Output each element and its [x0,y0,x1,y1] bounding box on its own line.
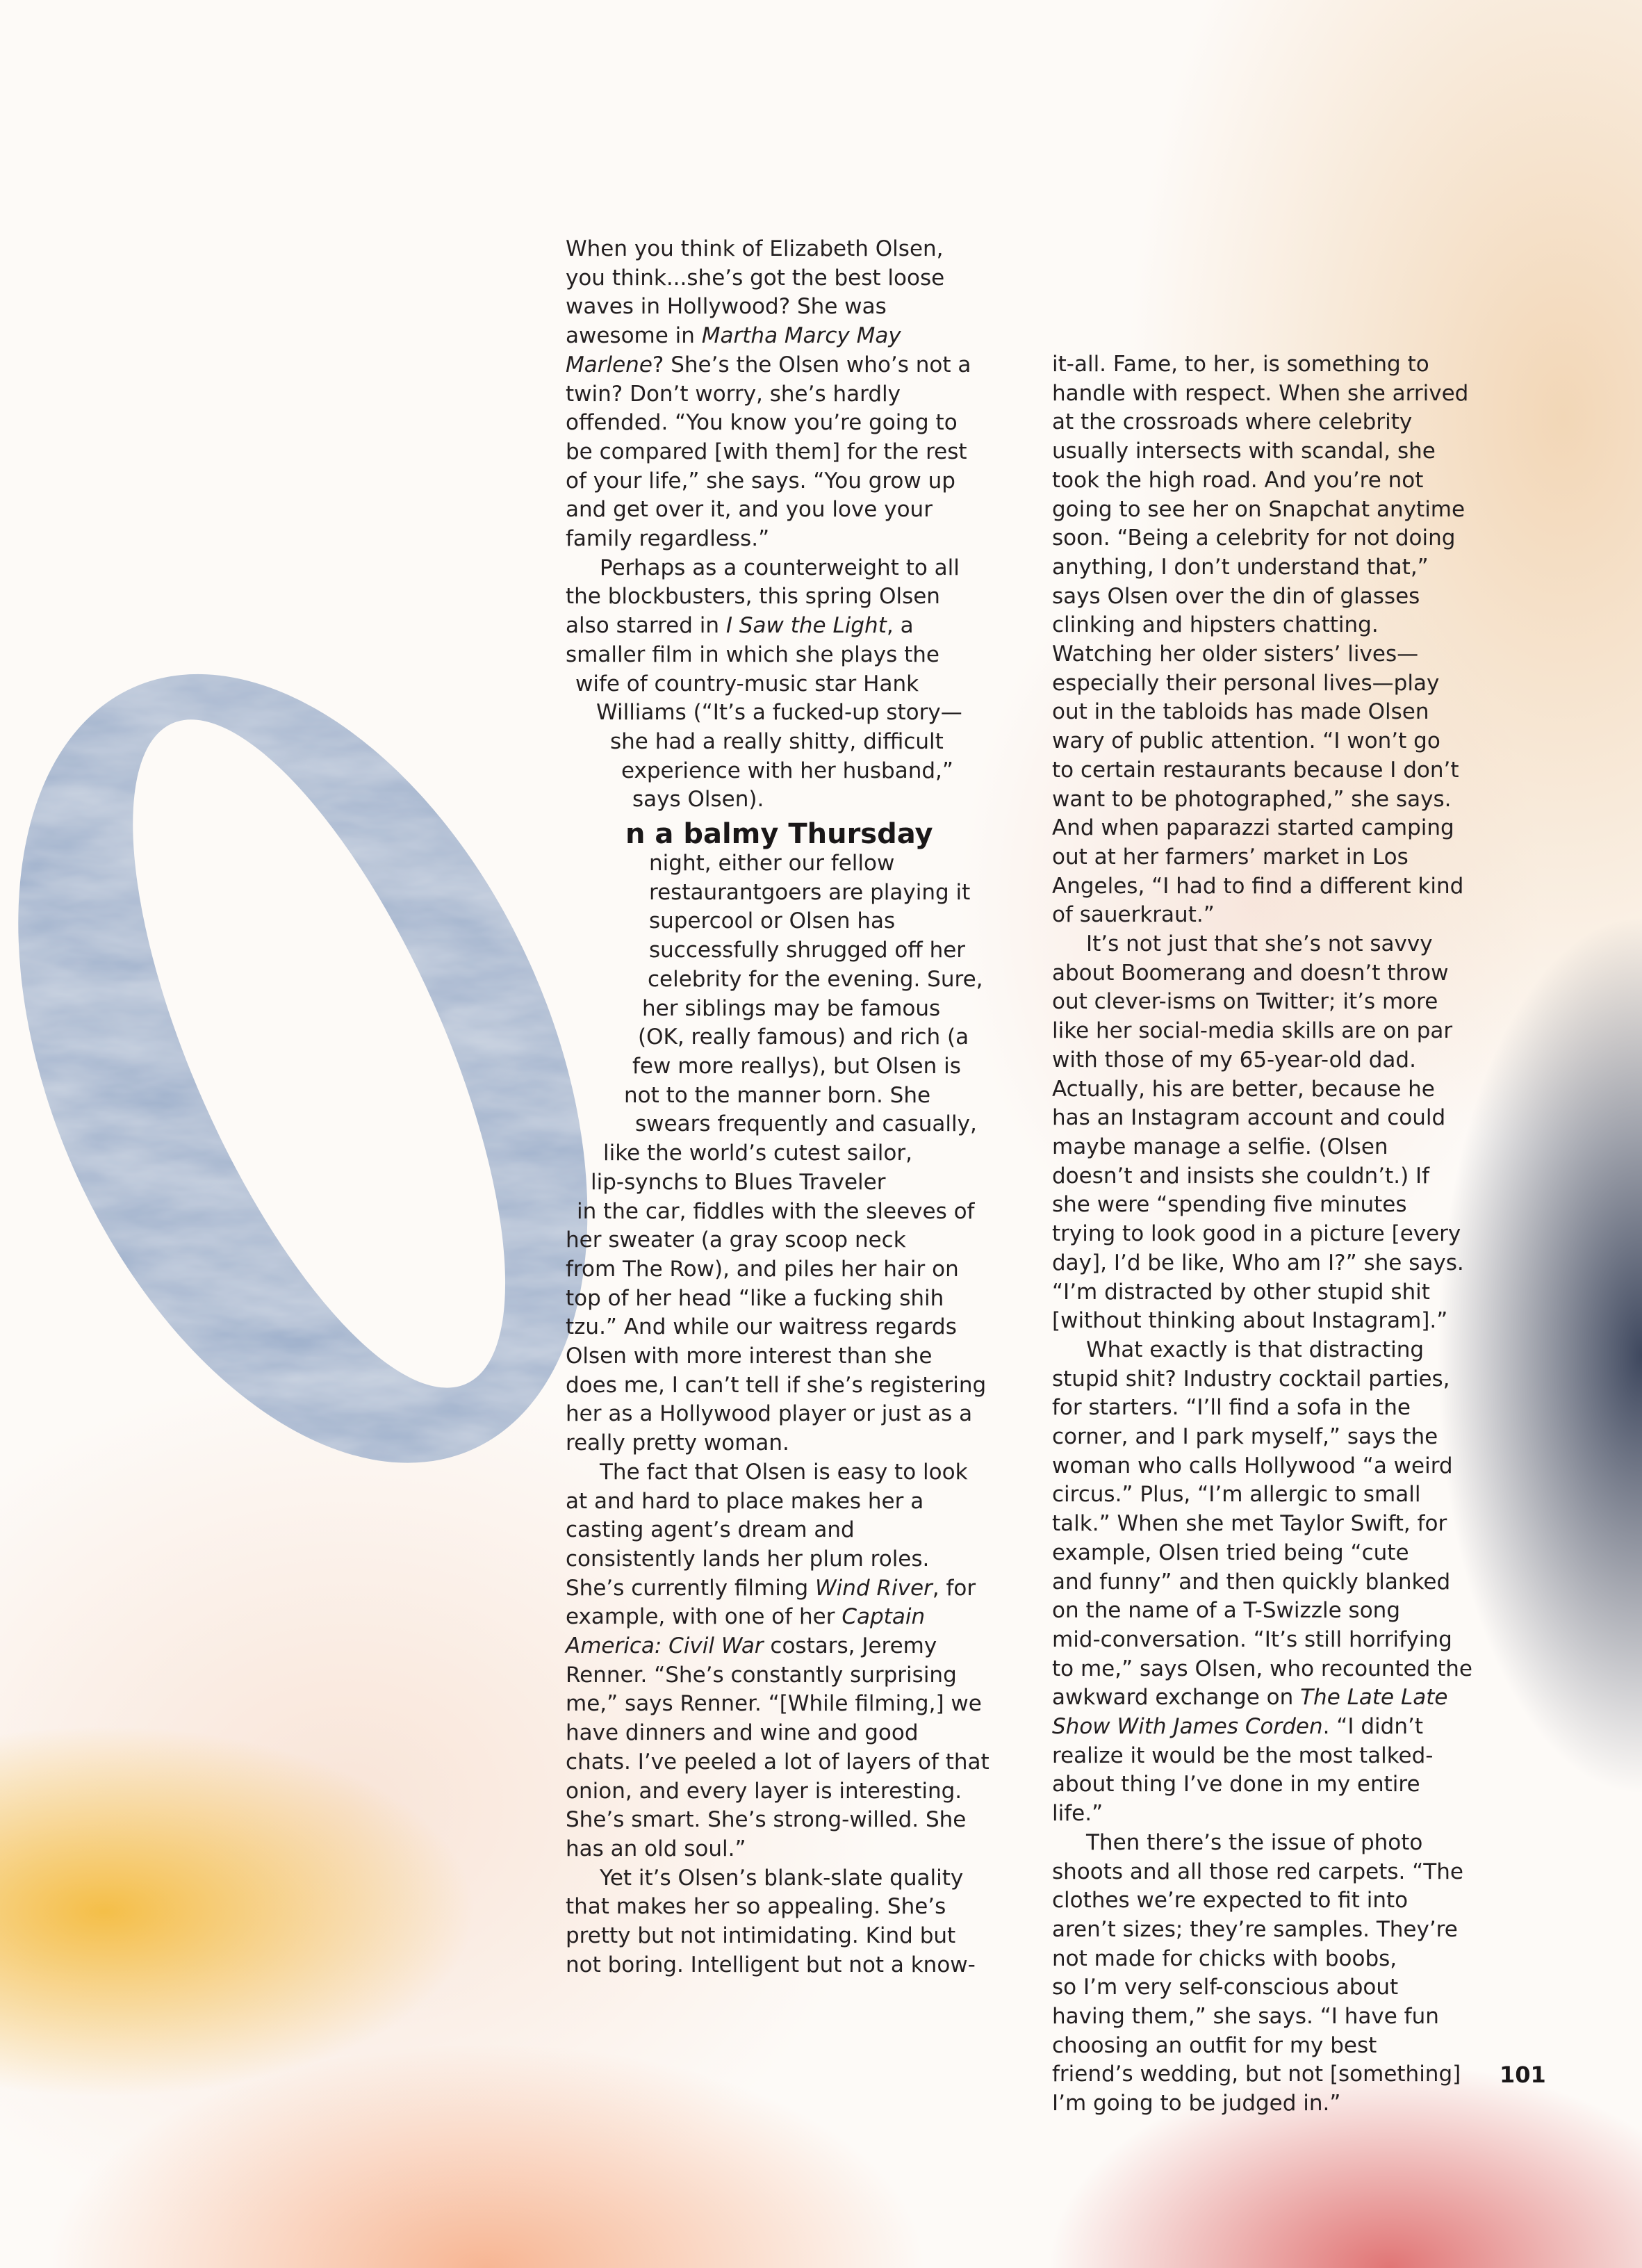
text-line: consistently lands her plum roles. [566,1546,930,1572]
text-line: for starters. “I’ll find a sofa in the [1052,1395,1411,1421]
text-line: it-all. Fame, to her, is something to [1052,352,1429,377]
text-line: her as a Hollywood player or just as a [566,1401,973,1427]
text-line: Then there’s the issue of photo [1086,1829,1423,1855]
text-line: Williams (“It’s a fucked-up story— [596,700,962,726]
text-line: soon. “Being a celebrity for not doing [1052,525,1456,551]
text-line: not to the manner born. She [624,1082,931,1108]
text-line: also starred in [566,613,726,639]
text-line: choosing an outfit for my best [1052,2032,1377,2058]
text-line: talk.” When she met Taylor Swift, for [1052,1511,1447,1537]
text-line: casting agent’s dream and [566,1517,855,1543]
text-line: with those of my 65-year-old dad. [1052,1047,1416,1072]
text-line: example, Olsen tried being “cute [1052,1540,1409,1565]
text-line: awkward exchange on [1052,1685,1301,1711]
text-line: going to see her on Snapchat anytime [1052,496,1466,522]
text-line: pretty but not intimidating. Kind but [566,1923,956,1949]
film-title: Captain [841,1604,926,1630]
text-line: really pretty woman. [566,1430,789,1456]
text-line: Yet it’s Olsen’s blank-slate quality [600,1865,964,1891]
film-title: Martha Marcy May [701,323,901,349]
text-line: her siblings may be famous [642,995,941,1021]
body-paragraph [566,1458,990,1864]
text-line: about thing I’ve done in my entire life.” [1052,1772,1420,1827]
show-title: The Late Late [1300,1685,1448,1711]
text-line: wary of public attention. “I won’t go [1052,728,1440,754]
drop-cap-o [0,591,653,1508]
text-line: When you think of Elizabeth Olsen, [566,236,944,261]
text-line: The fact that Olsen is easy to look [600,1459,968,1485]
text-line: friend’s wedding, but not [something] [1052,2062,1461,2087]
text-line: example, with one of her [566,1604,842,1630]
text-line: woman who calls Hollywood “a weird [1052,1453,1453,1478]
text-line: twin? Don’t worry, she’s hardly [566,381,901,407]
text-line: Perhaps as a counterweight to all [600,555,960,580]
text-line: awesome in [566,323,702,349]
intro-paragraph [566,235,990,554]
text-line: anything, I don’t understand that,” [1052,554,1429,580]
text-line: Angeles, “I had to find a different kind [1052,873,1464,899]
text-line: to me,” says Olsen, who recounted the [1052,1656,1472,1681]
text-line: me,” says Renner. “[While filming,] we [566,1691,982,1717]
text-line: day], I’d be like, Who am I?” she says. [1052,1250,1464,1275]
article-column-right [1052,350,1476,2119]
text-line: (OK, really famous) and rich (a [638,1025,969,1050]
text-line: not boring. Intelligent but not a know- [566,1952,976,1977]
article-column-left [566,235,990,1980]
body-paragraph [1052,1336,1476,1829]
text-line: And when paparazzi started camping [1052,815,1454,841]
text-line: she were “spending five minutes [1052,1192,1407,1218]
text-line: Renner. “She’s constantly surprising [566,1662,957,1688]
text-line: want to be photographed,” she says. [1052,786,1452,812]
text-line: aren’t sizes; they’re samples. They’re [1052,1916,1458,1942]
text-line: stupid shit? Industry cocktail parties, [1052,1366,1450,1392]
text-line: that makes her so appealing. She’s [566,1894,946,1920]
body-paragraph [566,849,990,1458]
text-line: Olsen with more interest than she [566,1344,933,1369]
text-line: experience with her husband,” [621,758,953,783]
text-line: having them,” she says. “I have fun [1052,2004,1439,2030]
text-line: at and hard to place makes her a [566,1488,924,1514]
text-line: , for [932,1575,976,1601]
text-line: Watching her older sisters’ lives— [1052,642,1419,667]
text-line: realize it would be the most talked- [1052,1743,1434,1768]
text-line: like her social-media skills are on par [1052,1018,1453,1044]
text-line: supercool or Olsen has [649,908,896,934]
text-line: costars, Jeremy [763,1633,937,1659]
text-line: Actually, his are better, because he [1052,1076,1435,1102]
text-line: handle with respect. When she arrived [1052,380,1469,406]
text-line: be compared [with them] for the rest [566,439,967,464]
text-line: took the high road. And you’re not [1052,467,1424,493]
text-line: usually intersects with scandal, she [1052,439,1436,464]
text-line: trying to look good in a picture [every [1052,1221,1461,1247]
text-line: family regardless.” [566,526,770,552]
text-line: in the car, fiddles with the sleeves of [577,1198,975,1224]
text-line: mid-conversation. “It’s still horrifying [1052,1626,1452,1652]
text-line: not made for chicks with boobs, [1052,1945,1397,1971]
text-line: wife of country-music star Hank [575,671,919,696]
text-line: top of her head “like a fucking shih [566,1285,944,1311]
text-line: offended. “You know you’re going to [566,410,958,436]
text-line: shoots and all those red carpets. “The [1052,1859,1463,1884]
text-line: at the crossroads where celebrity [1052,409,1413,435]
text-line: of sauerkraut.” [1052,902,1215,928]
text-line: especially their personal lives—play [1052,670,1440,696]
text-line: swears frequently and casually, [635,1111,977,1137]
text-line: clinking and hipsters chatting. [1052,612,1379,638]
body-paragraph [1052,350,1476,930]
text-line: What exactly is that distracting [1086,1337,1425,1362]
body-paragraph [1052,1829,1476,2119]
text-line: about Boomerang and doesn’t throw [1052,960,1449,986]
text-line: circus.” Plus, “I’m allergic to small [1052,1482,1421,1508]
text-line: and get over it, and you love your [566,497,933,523]
text-line: waves in Hollywood? She was [566,294,887,320]
text-line: does me, I can’t tell if she’s registering [566,1372,987,1398]
text-line: like the world’s cutest sailor, [603,1141,912,1166]
text-line: She’s smart. She’s strong-willed. She [566,1807,967,1833]
film-title: America: Civil War [566,1633,764,1659]
subhead [625,816,990,852]
subhead-text: n a balmy Thursday [625,818,933,851]
text-line: [without thinking about Instagram].” [1052,1308,1448,1334]
text-line: maybe manage a selfie. (Olsen [1052,1134,1388,1159]
text-line: . “I didn’t [1322,1714,1423,1740]
text-line: out at her farmers’ market in Los [1052,844,1409,870]
text-line: lip-synchs to Blues Traveler [591,1169,886,1195]
text-line: says Olsen). [632,787,764,813]
show-title: Show With James Corden [1052,1714,1323,1740]
page-number: 101 [1500,2062,1546,2088]
text-line: chats. I’ve peeled a lot of layers of that [566,1749,990,1775]
film-title: Marlene [566,352,652,377]
text-line: out in the tabloids has made Olsen [1052,699,1429,725]
text-line: have dinners and wine and good [566,1720,919,1746]
text-line: I’m going to be judged in.” [1052,2091,1341,2116]
text-line: few more reallys), but Olsen is [632,1053,961,1079]
body-paragraph [566,1864,990,1980]
film-title: I Saw the Light [725,613,887,639]
text-line: her sweater (a gray scoop neck [566,1227,906,1253]
text-line: so I’m very self-conscious about [1052,1975,1399,2000]
text-line: She’s currently filming [566,1575,816,1601]
film-title: Wind River [815,1575,933,1601]
text-line: It’s not just that she’s not savvy [1086,931,1433,957]
body-paragraph [566,554,990,815]
text-line: and funny” and then quickly blanked [1052,1569,1451,1594]
text-line: the blockbusters, this spring Olsen [566,584,940,610]
text-line: clothes we’re expected to fit into [1052,1888,1409,1914]
text-line: ? She’s the Olsen who’s not a [652,352,971,377]
text-line: smaller film in which she plays the [566,642,939,667]
text-line: she had a really shitty, difficult [610,728,944,754]
text-line: successfully shrugged off her [649,938,966,963]
text-line: onion, and every layer is interesting. [566,1778,962,1804]
text-line: from The Row), and piles her hair on [566,1256,959,1282]
text-line: corner, and I park myself,” says the [1052,1424,1438,1450]
text-line: has an old soul.” [566,1836,746,1861]
text-line: celebrity for the evening. Sure, [648,966,983,992]
text-line: night, either our fellow [649,851,895,876]
text-line: says Olsen over the din of glasses [1052,583,1420,609]
text-line: out clever-isms on Twitter; it’s more [1052,989,1438,1015]
text-line: , a [886,613,914,639]
text-line: has an Instagram account and could [1052,1105,1446,1131]
body-paragraph [1052,930,1476,1336]
text-line: restaurantgoers are playing it [649,879,971,905]
text-line: on the name of a T-Swizzle song [1052,1598,1400,1624]
text-line: “I’m distracted by other stupid shit [1052,1279,1430,1305]
text-line: to certain restaurants because I don’t [1052,757,1459,783]
text-line: doesn’t and insists she couldn’t.) If [1052,1163,1430,1189]
text-line: you think...she’s got the best loose [566,265,945,291]
text-line: of your life,” she says. “You grow up [566,468,955,493]
text-line: tzu.” And while our waitress regards [566,1314,957,1340]
